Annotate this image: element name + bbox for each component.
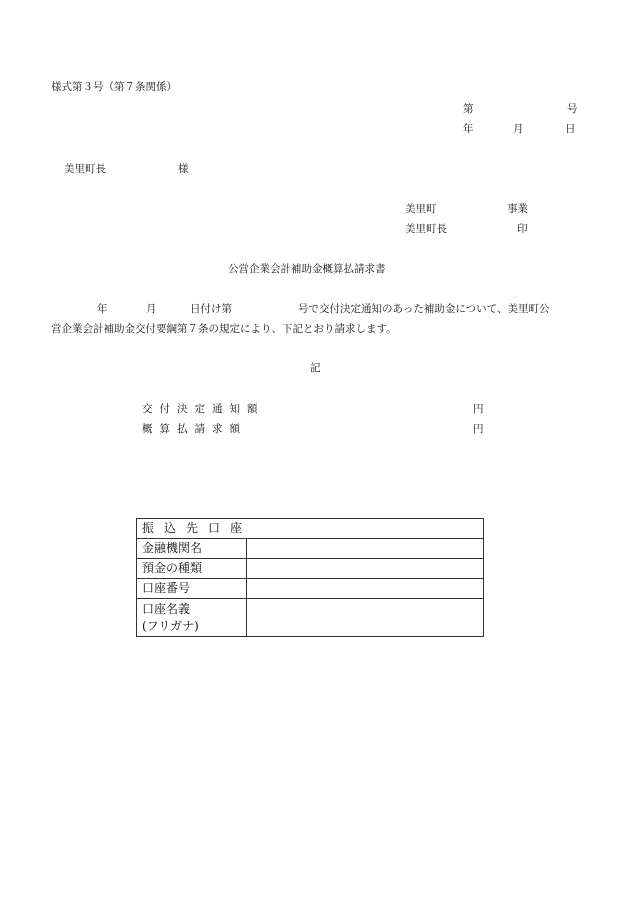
table-row [137,559,484,579]
bank-name-value [247,539,484,559]
addressee-honorific: 様 [178,163,189,175]
table-row [137,539,484,559]
amount-unit-request: 円 [473,423,484,435]
doc-date-year: 年 [463,123,474,135]
body-date-suffix: 日付け第 [190,303,232,315]
account-number-label: 口座番号 [137,579,247,599]
amount-label-grant: 交付決定通知額 [142,403,265,415]
body-line1-rest: 号で交付決定通知のあった補助金について、美里町公 [298,303,550,315]
document-title: 公営企業会計補助金概算払請求書 [228,263,386,275]
amount-unit-grant: 円 [473,403,484,415]
doc-number-prefix: 第 [463,103,474,115]
addressee-title: 美里町長 [64,163,106,175]
account-holder-value [247,599,484,637]
amount-label-request: 概算払請求額 [142,423,247,435]
account-holder-label-line1: 口座名義 [142,601,191,616]
body-line2: 営企業会計補助金交付要綱第７条の規定により、下記とおり請求します。 [51,323,397,335]
ki-heading: 記 [310,362,321,374]
deposit-type-value [247,559,484,579]
doc-date-month: 月 [513,123,524,135]
account-holder-label-line2: (フリガナ) [142,618,199,633]
bank-name-label: 金融機関名 [137,539,247,559]
body-month: 月 [146,303,157,315]
table-row [137,599,484,637]
account-holder-label [137,599,247,637]
table-row [137,579,484,599]
applicant-seal: 印 [517,223,528,235]
form-number: 様式第３号（第７条関係） [51,81,177,93]
doc-number-suffix: 号 [567,103,578,115]
body-year: 年 [97,303,108,315]
applicant-town: 美里町 [405,203,437,215]
applicant-business: 事業 [507,203,528,215]
account-number-value [247,579,484,599]
doc-date-day: 日 [565,123,576,135]
bank-account-table [136,518,484,637]
bank-table-header: 振込先口座 [137,519,484,539]
table-header-row [137,519,484,539]
deposit-type-label: 預金の種類 [137,559,247,579]
applicant-mayor: 美里町長 [405,223,447,235]
